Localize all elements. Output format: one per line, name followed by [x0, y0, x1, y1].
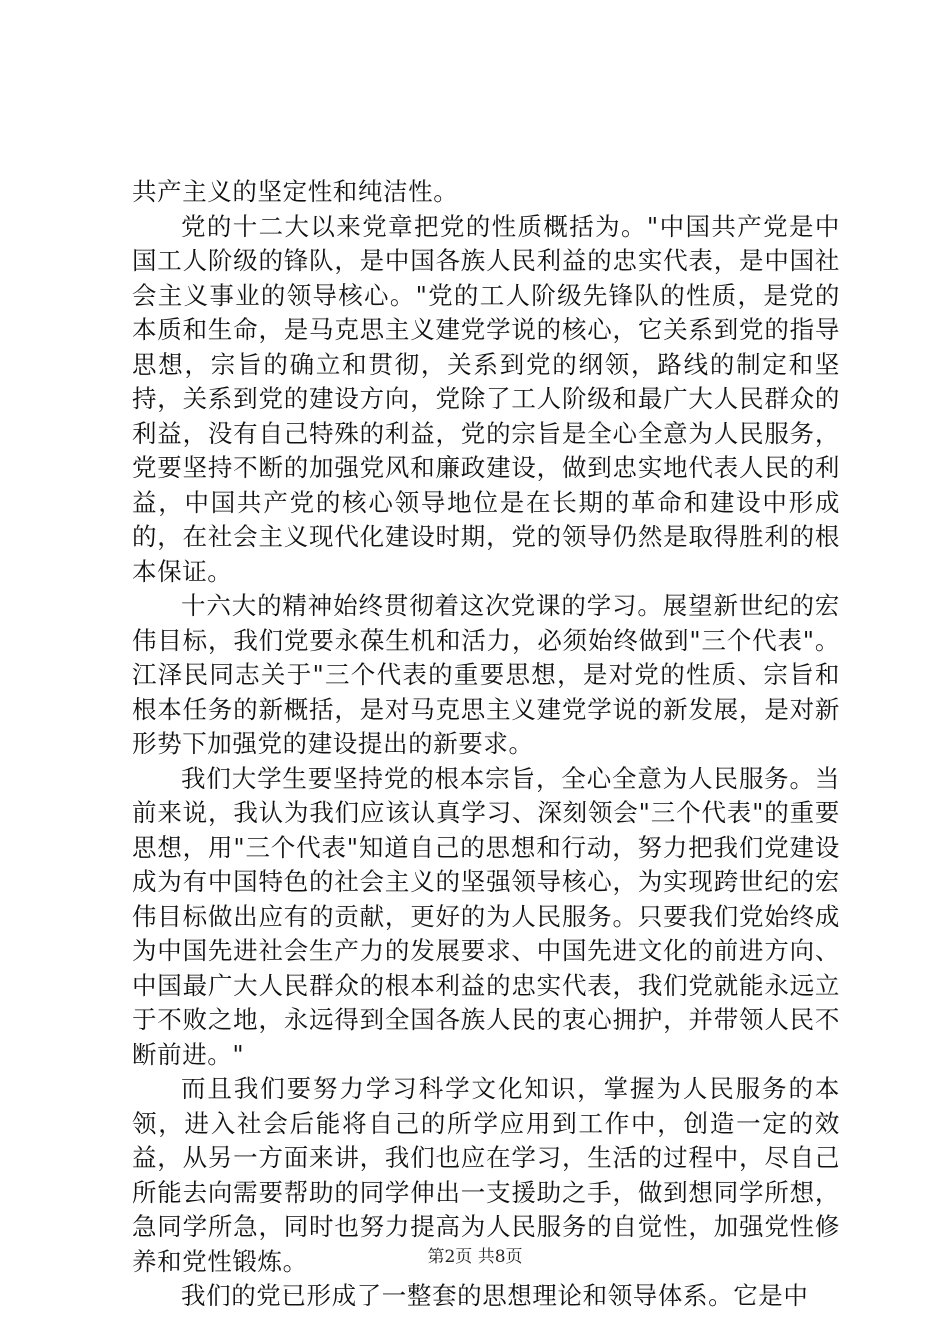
document-body: [132, 175, 840, 1314]
paragraph: 我们大学生要坚持党的根本宗旨，全心全意为人民服务。当前来说，我认为我们应该认真学习、深刻领会"三个代表"的重要思想，用"三个代表"知道自己的思想和行动，努力把我们党建设成为有中国特色的社会主义的坚强领导核心，为实现跨世纪的宏伟目标做出应有的贡献，更好的为人民服务。只要我们党始终成为中国先进社会生产力的发展要求、中国先进文化的前进方向、中国最广大人民群众的根本利益的忠实代表，我们党就能永远立于不败之地，永远得到全国各族人民的衷心拥护，并带领人民不断前进。": [132, 763, 840, 1069]
paragraph: 十六大的精神始终贯彻着这次党课的学习。展望新世纪的宏伟目标，我们党要永葆生机和活力，必须始终做到"三个代表"。江泽民同志关于"三个代表的重要思想，是对党的性质、宗旨和根本任务的新概括，是对马克思主义建党学说的新发展，是对新形势下加强党的建设提出的新要求。: [132, 591, 840, 758]
paragraph-continuation: 共产主义的坚定性和纯洁性。: [132, 177, 459, 206]
paragraph: 党的十二大以来党章把党的性质概括为。"中国共产党是中国工人阶级的锋队，是中国各族人民利益的忠实代表，是中国社会主义事业的领导核心。"党的工人阶级先锋队的性质，是党的本质和生命，是马克思主义建党学说的核心，它关系到党的指导思想，宗旨的确立和贯彻，关系到党的纲领，路线的制定和坚持，关系到党的建设方向，党除了工人阶级和最广大人民群众的利益，没有自己特殊的利益，党的宗旨是全心全意为人民服务，党要坚持不断的加强党风和廉政建设，做到忠实地代表人民的利益，中国共产党的核心领导地位是在长期的革命和建设中形成的，在社会主义现代化建设时期，党的领导仍然是取得胜利的根本保证。: [132, 211, 840, 586]
paragraph: 我们的党已形成了一整套的思想理论和领导体系。它是中: [181, 1281, 809, 1310]
paragraph: 而且我们要努力学习科学文化知识，掌握为人民服务的本领，进入社会后能将自己的所学应用到工作中，创造一定的效益，从另一方面来讲，我们也应在学习，生活的过程中，尽自己所能去向需要帮助的同学伸出一支援助之手，做到想同学所想，急同学所急，同时也努力提高为人民服务的自觉性，加强党性修养和党性锻炼。: [132, 1074, 840, 1276]
page-number-footer: 第2页 共8页: [427, 1247, 523, 1267]
